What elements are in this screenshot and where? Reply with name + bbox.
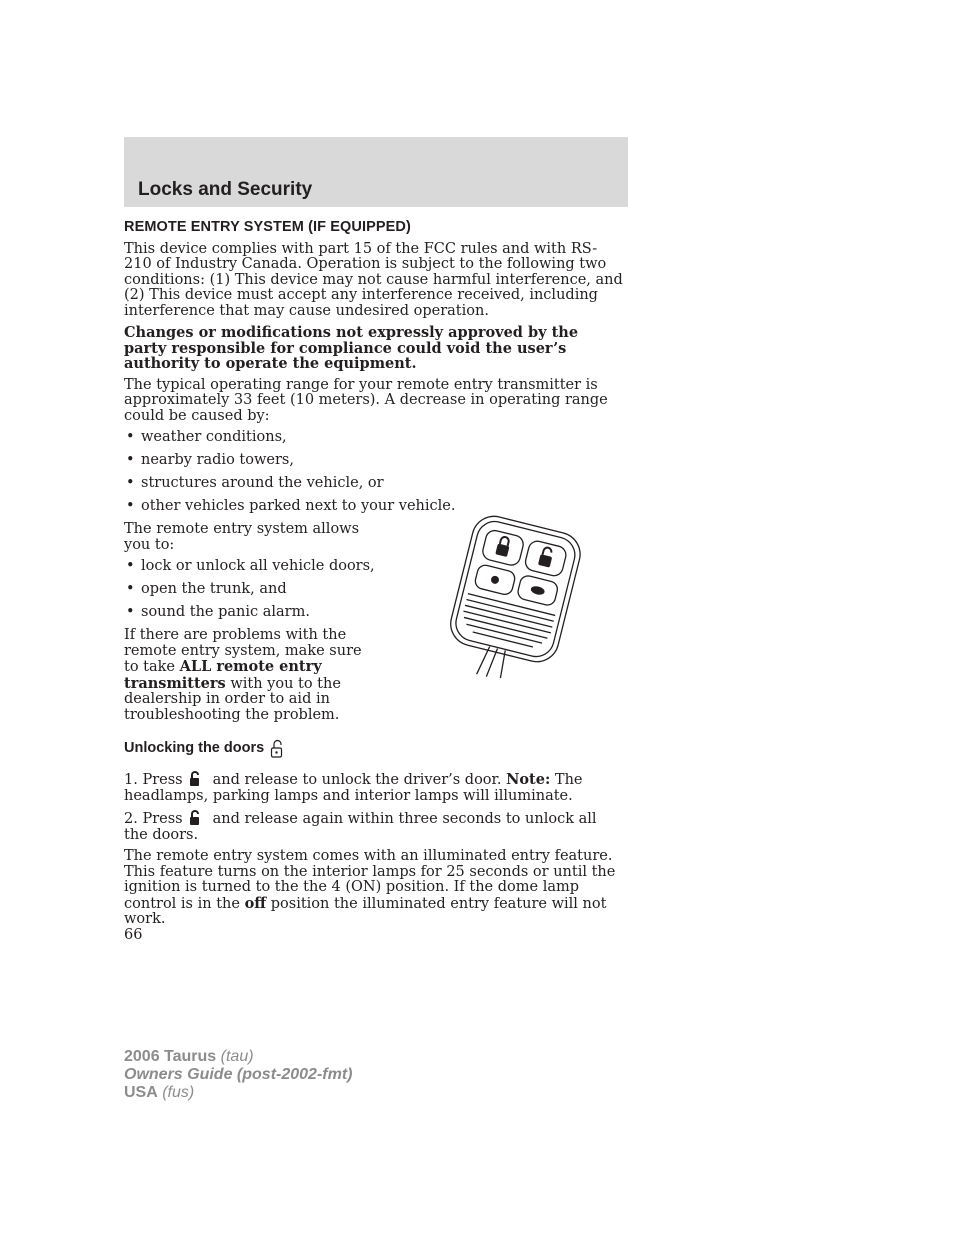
section-title: Locks and Security	[138, 179, 313, 200]
step-2-paragraph: 2. Press and release again within three seconds to unlock all the doors.	[124, 811, 597, 843]
allows-paragraph: The remote entry system allows you to:	[124, 521, 360, 553]
section-header-band	[124, 137, 628, 207]
document-footer	[124, 1048, 352, 1102]
page-number: 66	[124, 927, 143, 943]
fcc-paragraph: This device complies with part 15 of the FCC rules and with RS-210 of Industry Canada. Operation is subject to the following two conditions: (1) This device may not cause harmful interference, and (2) This device must accept any interference received, including interference that may cause undesired operation.	[124, 240, 623, 319]
functions-list	[124, 559, 624, 621]
list-item: • structures around the vehicle, or	[124, 476, 624, 492]
footer-line-3: USA (fus)	[124, 1084, 195, 1101]
remote-entry-heading: REMOTE ENTRY SYSTEM (IF EQUIPPED)	[124, 219, 411, 235]
list-item: • sound the panic alarm.	[124, 605, 624, 621]
footer-line-1: 2006 Taurus (tau)	[124, 1048, 254, 1065]
footer-line-2: Owners Guide (post-2002-fmt)	[124, 1066, 353, 1083]
list-item: • other vehicles parked next to your vehicle.	[124, 499, 624, 515]
unlocking-heading: Unlocking the doors	[124, 739, 624, 759]
fcc-warning: Changes or modifications not expressly approved by the party responsible for compliance could void the user’s authority to operate the equipment.	[124, 324, 579, 372]
unlock-outline-icon	[270, 739, 284, 759]
remote-functions-block	[124, 522, 624, 723]
list-item: • lock or unlock all vehicle doors,	[124, 559, 624, 575]
unlock-icon	[189, 771, 201, 787]
page-content	[124, 220, 624, 934]
unlock-icon	[189, 810, 201, 826]
list-item: • weather conditions,	[124, 430, 624, 446]
list-item: • nearby radio towers,	[124, 453, 624, 469]
illuminated-entry-paragraph: The remote entry system comes with an illuminated entry feature. This feature turns on the interior lamps for 25 seconds or until the ignition is turned to the the 4 (ON) position. If the dome lamp control is in the off position the illuminated entry feature will not work.	[124, 848, 616, 927]
range-causes-list	[124, 430, 624, 515]
problems-paragraph: If there are problems with the remote entry system, make sure to take ALL remote entry transmitters with you to the dealership in order to aid in troubleshooting the problem.	[124, 627, 362, 723]
range-paragraph: The typical operating range for your remote entry transmitter is approximately 33 feet (10 meters). A decrease in operating range could be caused by:	[124, 376, 608, 424]
list-item: • open the trunk, and	[124, 582, 624, 598]
step-1-paragraph: 1. Press and release to unlock the driver’s door. Note: The headlamps, parking lamps and interior lamps will illuminate.	[124, 771, 583, 804]
